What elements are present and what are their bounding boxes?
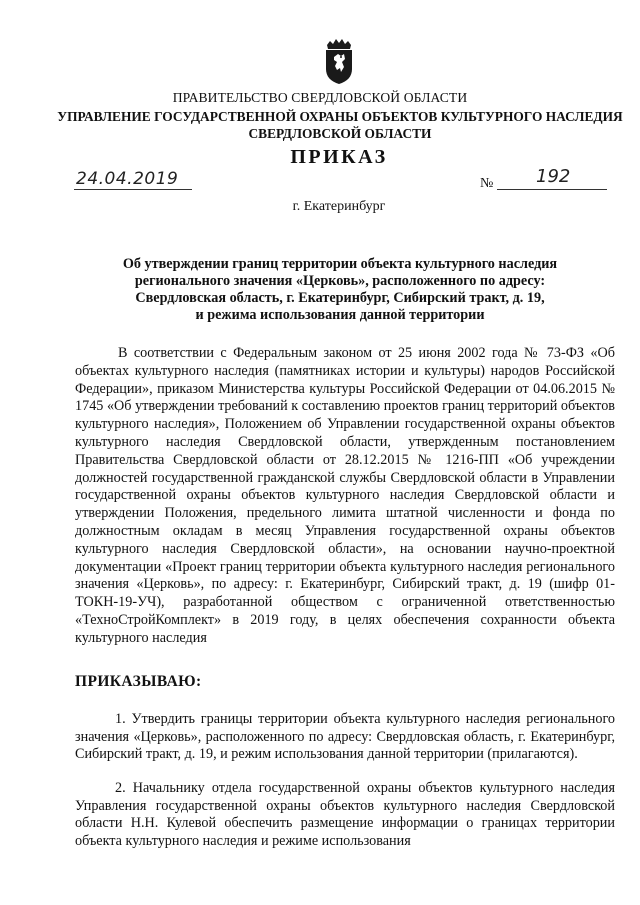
order-number: 192	[536, 166, 571, 187]
coat-of-arms-icon	[322, 35, 356, 85]
department-name-line1: УПРАВЛЕНИЕ ГОСУДАРСТВЕННОЙ ОХРАНЫ ОБЪЕКТОВ КУЛЬТУРНОГО НАСЛЕДИЯ	[57, 109, 623, 124]
subject-line4: и режима использования данной территории	[195, 307, 485, 323]
government-name: ПРАВИТЕЛЬСТВО СВЕРДЛОВСКОЙ ОБЛАСТИ	[172, 90, 468, 105]
number-underline	[497, 189, 607, 190]
order-number-label: №	[480, 176, 494, 191]
department-name	[40, 108, 640, 142]
order-item-1: 1. Утвердить границы территории объекта культурного наследия регионального значения «Церковь», расположенного по адресу: Свердловская область, г. Екатеринбург, Сибирский тракт, д. 19, и режим использования данной территории (прилагаются).	[75, 711, 615, 763]
decree-heading: ПРИКАЗЫВАЮ:	[75, 673, 202, 690]
order-date: 24.04.2019	[76, 169, 179, 189]
subject-line3: Свердловская область, г. Екатеринбург, Сибирский тракт, д. 19,	[135, 290, 545, 306]
subject-line2: регионального значения «Церковь», расположенного по адресу:	[134, 273, 546, 289]
order-item-2: 2. Начальнику отдела государственной охраны объектов культурного наследия Управления государственной охраны объектов культурного наследия Свердловской области Н.Н. Кулевой обеспечить размещение информации о границах территории объекта культурного наследия и режиме использования	[75, 780, 615, 849]
department-name-line2: СВЕРДЛОВСКОЙ ОБЛАСТИ	[248, 126, 432, 141]
preamble-paragraph: В соответствии с Федеральным законом от 25 июня 2002 года № 73-ФЗ «Об объектах культурного наследия (памятниках истории и культуры) народов Российской Федерации», приказом Министерства культуры Российской Федерации от 04.06.2015 № 1745 «Об утверждении требований к составлению проектов границ территорий объектов культурного наследия», Положением об Управлении государственной охраны объектов культурного наследия Свердловской области, утвержденным постановлением Правительства Свердловской области от 28.12.2015 № 1216-ПП «Об учреждении должностей государственной гражданской службы Свердловской области в Управлении государственной охраны объектов культурного наследия Свердловской области и утверждении Положения, предельного лимита штатной численности и фонда по должностным окладам в месяц Управления государственной охраны объектов культурного наследия Свердловской области», на основании научно-проектной документации «Проект границ территории объекта культурного наследия регионального значения «Церковь», по адресу: г. Екатеринбург, Сибирский тракт, д. 19 (шифр 01-ТОКН-19-УЧ), разработанной обществом с ограниченной ответственностью «ТехноСтройКомплект» в 2019 году, в целях обеспечения сохранности объекта культурного наследия	[75, 345, 615, 646]
subject-line1: Об утверждении границ территории объекта культурного наследия	[122, 256, 558, 272]
document-type-title: ПРИКАЗ	[290, 146, 388, 168]
date-underline	[74, 189, 192, 190]
city-line: г. Екатеринбург	[292, 199, 386, 214]
order-subject	[60, 256, 620, 324]
